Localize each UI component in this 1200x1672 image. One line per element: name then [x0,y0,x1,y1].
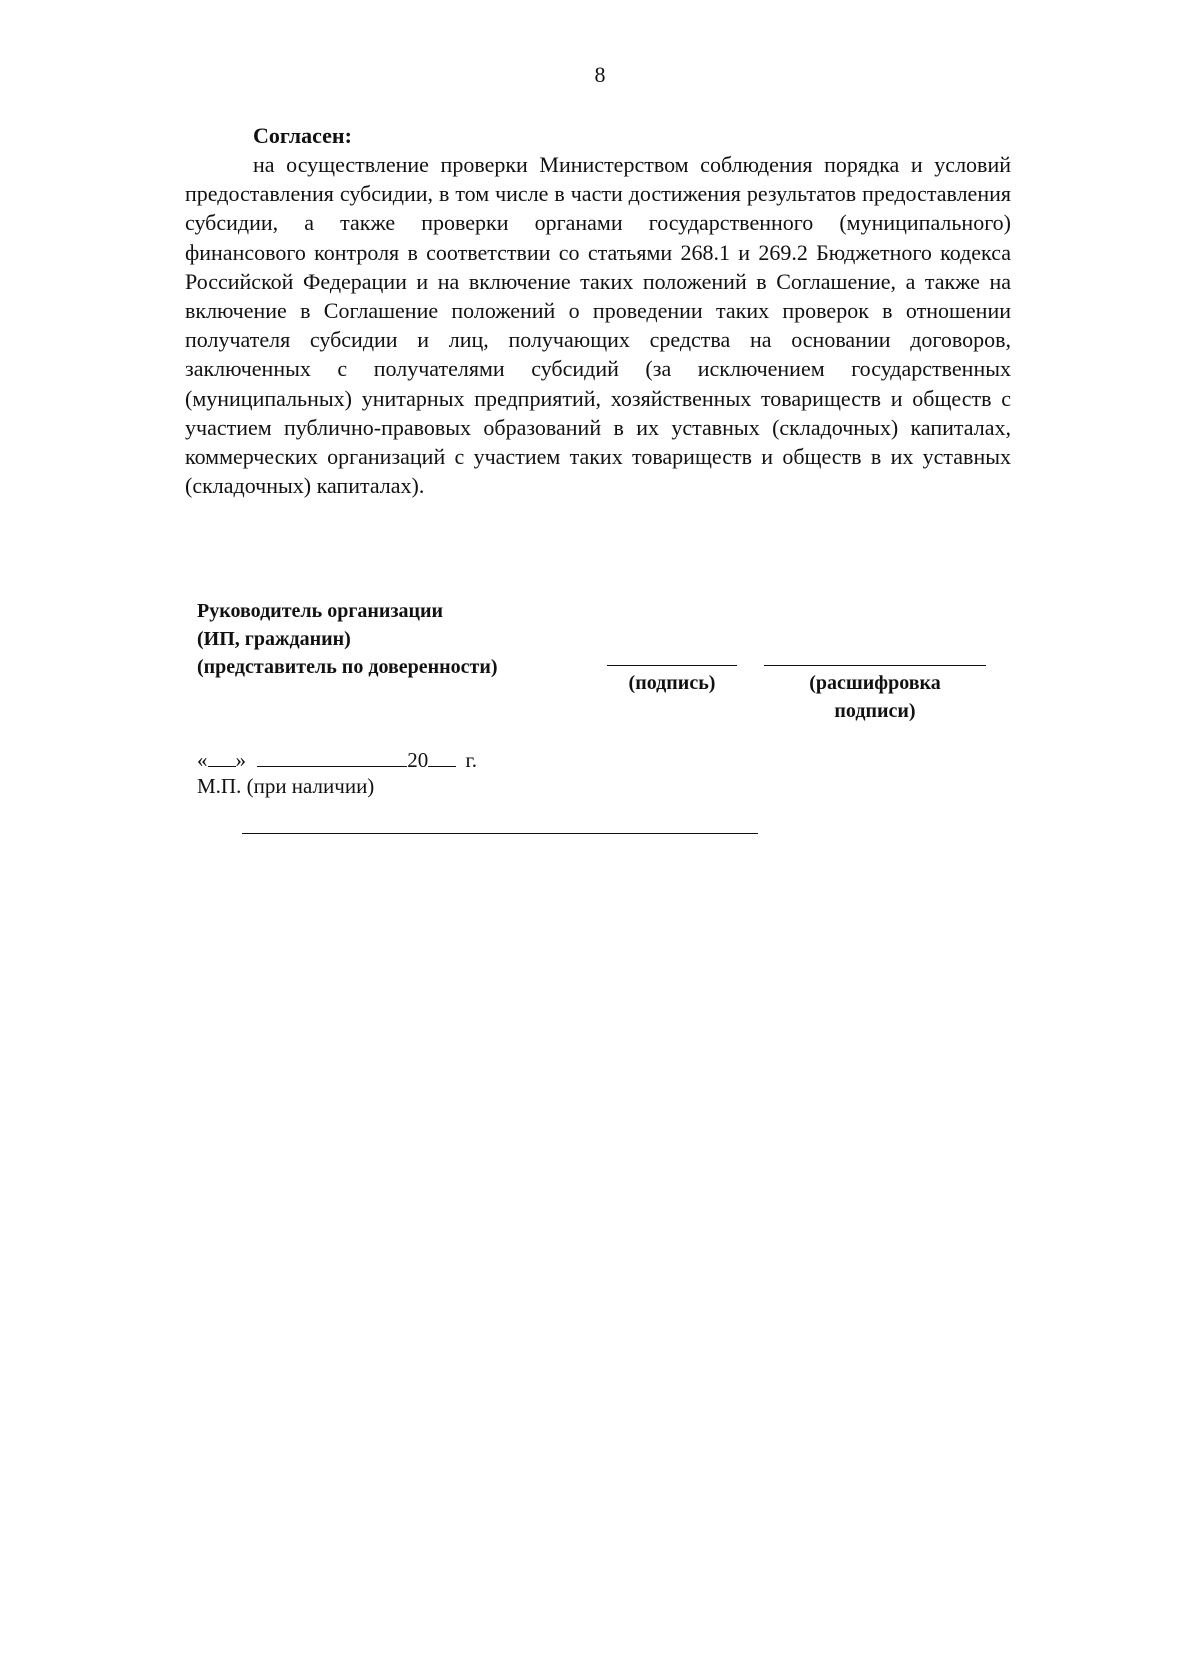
signer-title-line: Руководитель организации [197,600,444,622]
seal-label: М.П. (при наличии) [197,774,375,798]
transcript-caption-line: подписи) [834,700,916,722]
day-blank [208,748,236,767]
signer-title-line: (представитель по доверенности) [197,656,498,678]
consent-body: на осуществление проверки Министерством соблюдения порядка и условий предоставления субсидии, в том числе в части достижения результатов предоставления субсидии, а также проверки органами государственного (муниципального) финансового контроля в соответствии со статьями 268.1 и 269.2 Бюджетного кодекса Российской Федерации и на включение таких положений в Соглашение, а также на включение в Соглашение положений о проведении таких проверок в отношении получателя субсидии и лиц, получающих средства на основании договоров, заключенных с получателями субсидий (за исключением государственных (муниципальных) унитарных предприятий, хозяйственных товариществ и обществ с участием публично-правовых образований в их уставных (складочных) капиталах, коммерческих организаций с участием таких товариществ и обществ в их уставных (складочных) капиталах). [185,152,1011,499]
signature-line [607,665,737,666]
year-suffix: г. [465,748,477,772]
month-blank [257,748,407,767]
year-blank [428,748,456,767]
year-prefix: 20 [407,748,429,772]
transcript-caption [775,669,975,725]
transcript-line [764,665,986,666]
signature-caption: (подпись) [628,672,716,694]
consent-heading: Согласен: [253,123,352,148]
bottom-rule [242,833,758,834]
date-field [197,748,477,773]
date-close-quote: » [235,748,246,772]
transcript-caption-line: (расшифровка [809,672,941,694]
signer-title-line: (ИП, гражданин) [197,628,351,650]
date-open-quote: « [197,748,208,772]
page-number: 8 [594,62,606,87]
signer-title [197,597,498,681]
